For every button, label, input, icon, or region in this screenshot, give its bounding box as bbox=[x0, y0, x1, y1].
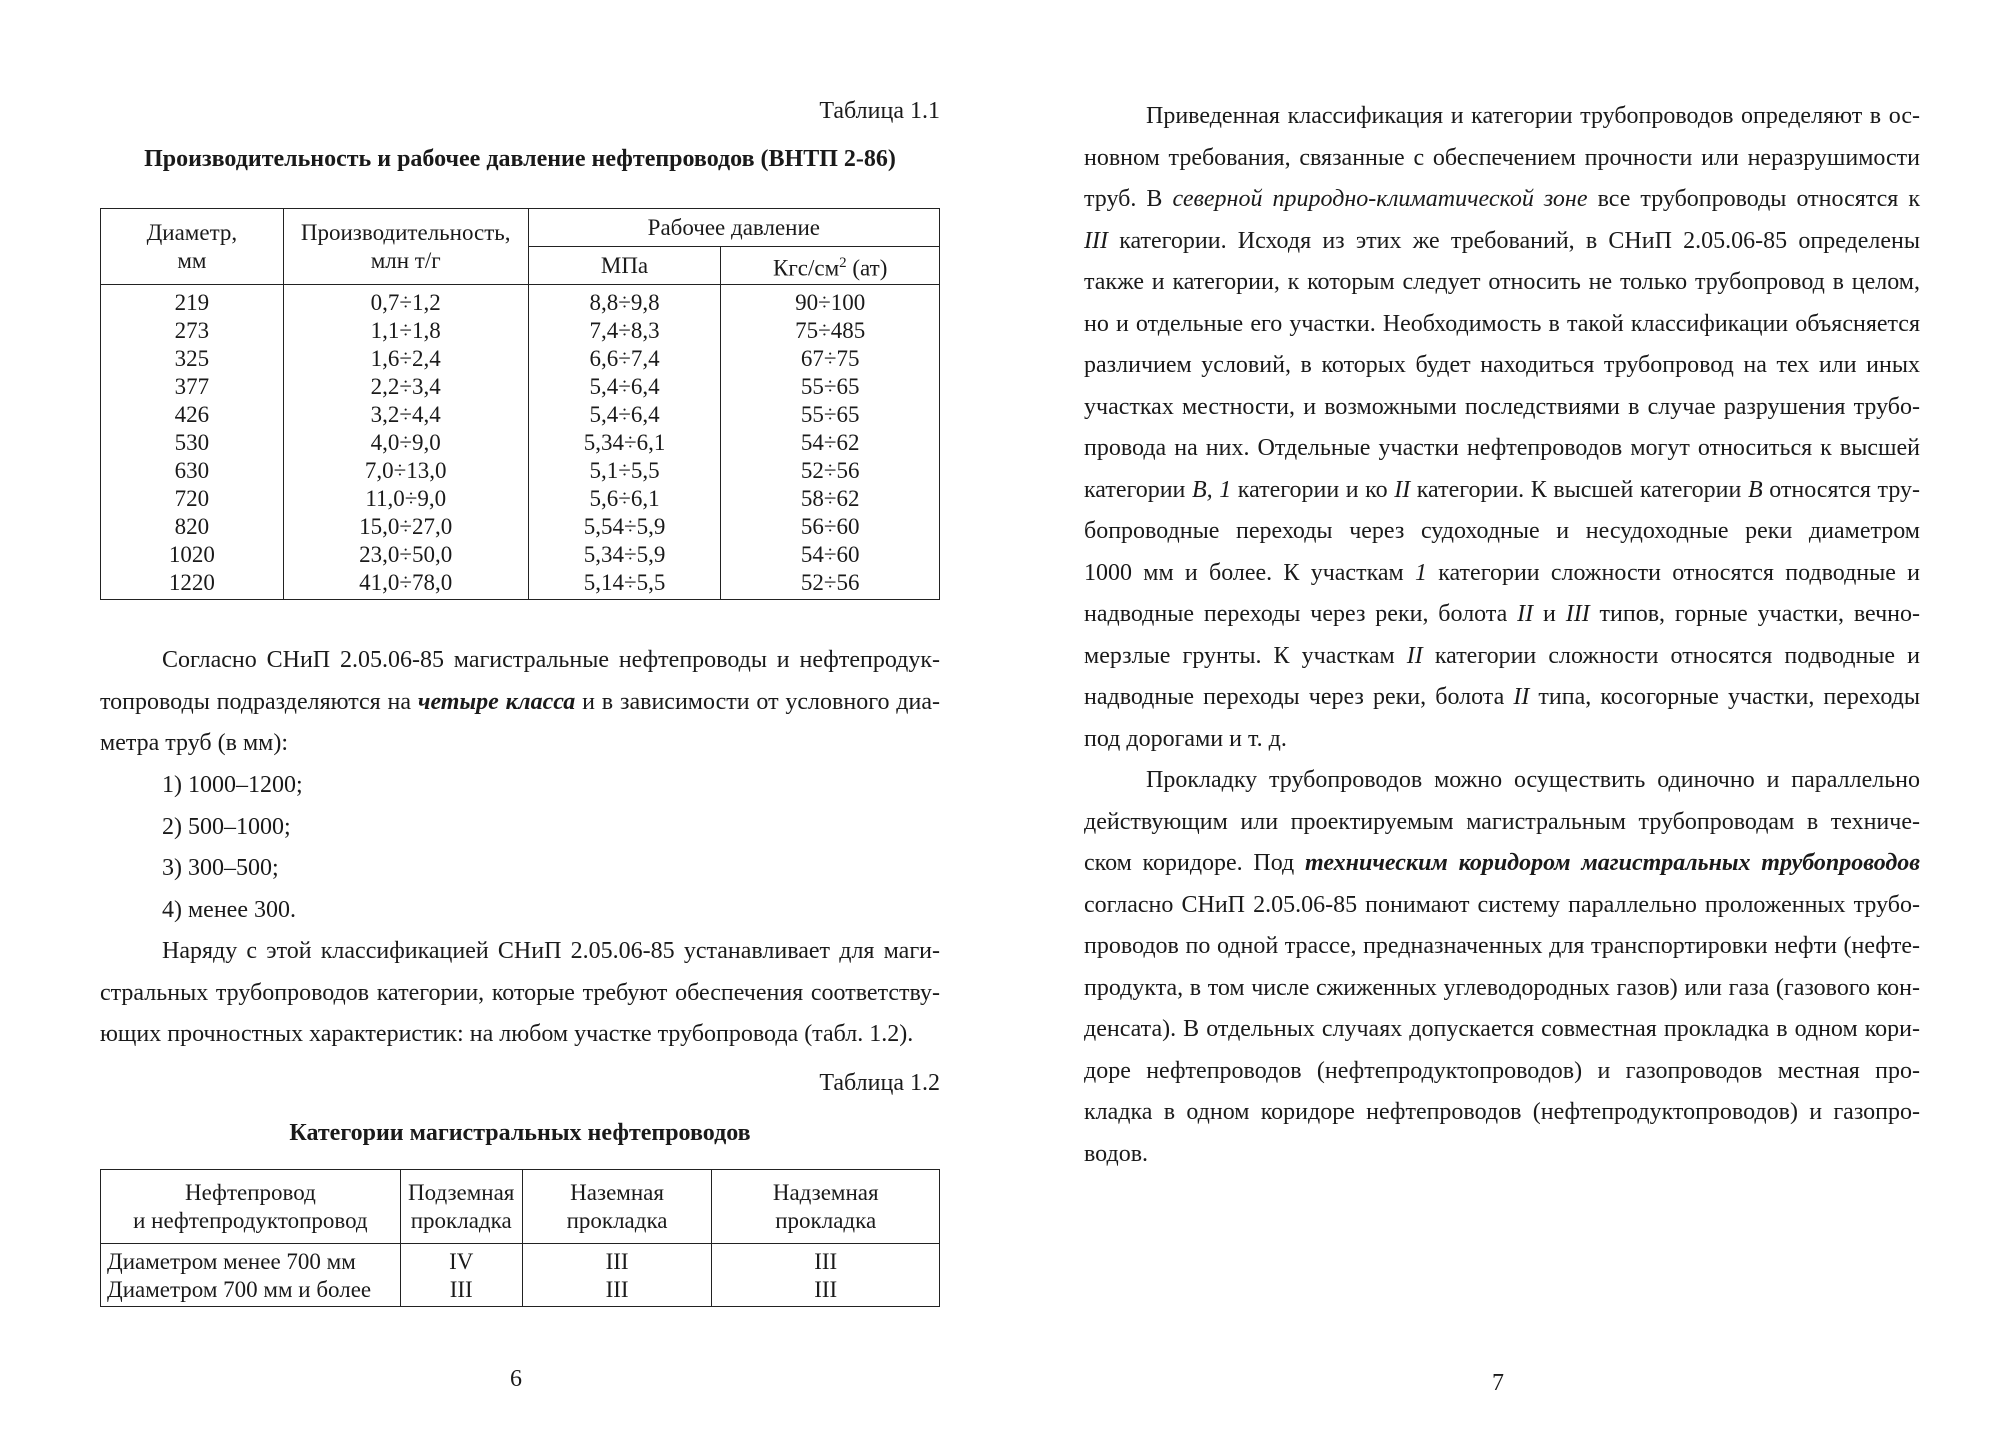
table1-row bbox=[101, 513, 940, 541]
table1-cell-q: 1,1÷1,8 bbox=[283, 317, 528, 345]
table2-cell-ground: III bbox=[522, 1244, 712, 1277]
table1-cell-d: 1020 bbox=[101, 541, 284, 569]
table2-header-underground: Подземная прокладка bbox=[400, 1170, 522, 1244]
right-paragraph-1: Приведенная классификация и категории трубопроводов определяют в ос- новном требования, связанные с обеспечением прочности или неразрушимости труб. В северной природно-климатической зоне все трубопроводы относятся к III категории. Исходя из этих же требований, в СНиП 2.05.06-85 определены также и категории, к которым следует относить не только трубопровод в целом, но и отдельные его участки. Необходимость в такой классификации объясняется различием условий, в которых будет находиться трубопровод на тех или иных участках местности, и возможными последствиями в случае разрушения трубо- провода на них. Отдельные участки нефтепроводов могут относиться к высшей категории В, 1 категории и ко II категории. К высшей категории В относятся тру- бопроводные переходы через судоходные и несудоходные реки диаметром 1000 мм и более. К участкам 1 категории сложности относятся подводные и надводные переходы через реки, болота II и III типов, горные участки, вечно- мерзлые грунты. К участкам II категории сложности относятся подводные и надводные переходы через реки, болота II типа, косогорные участки, переходы под дорогами и т. д. bbox=[1084, 103, 1921, 752]
table1-cell-k: 54÷60 bbox=[721, 541, 940, 569]
table2-header-pipeline: Нефтепровод и нефтепродуктопровод bbox=[101, 1170, 401, 1244]
table1-caption: Таблица 1.1 bbox=[819, 98, 940, 124]
table1-cell-d: 377 bbox=[101, 373, 284, 401]
table2-cell-above: III bbox=[712, 1244, 940, 1277]
table1-row bbox=[101, 485, 940, 513]
table1-cell-q: 4,0÷9,0 bbox=[283, 429, 528, 457]
table1-cell-k: 56÷60 bbox=[721, 513, 940, 541]
table1-row bbox=[101, 457, 940, 485]
table2-cell-under: IV bbox=[400, 1244, 522, 1277]
table1-cell-q: 7,0÷13,0 bbox=[283, 457, 528, 485]
list-item-3: 3) 300–500; bbox=[162, 855, 279, 881]
list-item-1: 1) 1000–1200; bbox=[162, 772, 303, 798]
table1-cell-k: 58÷62 bbox=[721, 485, 940, 513]
page-number-right: 7 bbox=[1492, 1370, 1504, 1396]
table1-header-diameter: Диаметр, мм bbox=[101, 209, 284, 285]
table2-title: Категории магистральных нефтепроводов bbox=[289, 1120, 751, 1146]
table1-cell-p: 5,34÷5,9 bbox=[528, 541, 721, 569]
table1-cell-p: 5,6÷6,1 bbox=[528, 485, 721, 513]
table1-title: Производительность и рабочее давление нефтепроводов (ВНТП 2-86) bbox=[144, 146, 896, 172]
table1-cell-q: 11,0÷9,0 bbox=[283, 485, 528, 513]
table1-row bbox=[101, 285, 940, 318]
right-page bbox=[1000, 0, 2000, 1454]
right-paragraph-2: Прокладку трубопроводов можно осуществить одиночно и параллельно действующим или проектируемым магистральным трубопроводам в техниче- ском коридоре. Под техническим коридором магистральных трубопроводов согласно СНиП 2.05.06-85 понимают систему параллельно проложенных трубо- проводов по одной трассе, предназначенных для транспортировки нефти (нефте- продукта, в том числе сжиженных углеводородных газов) или газа (газового кон- денсата). В отдельных случаях допускается совместная прокладка в одном кори- доре нефтепроводов (нефтепродуктопроводов) и газопроводов местная про- кладка в одном коридоре нефтепроводов (нефтепродуктопроводов) и газопро- водов. bbox=[1084, 767, 1920, 1167]
table1-cell-p: 5,1÷5,5 bbox=[528, 457, 721, 485]
table1-cell-p: 5,54÷5,9 bbox=[528, 513, 721, 541]
table2-row bbox=[101, 1276, 940, 1307]
table1-row bbox=[101, 429, 940, 457]
table1-header-kgs: Кгс/$см^2$ (ат) bbox=[721, 247, 940, 285]
table1-row bbox=[101, 569, 940, 600]
table1-cell-d: 325 bbox=[101, 345, 284, 373]
table1-cell-d: 426 bbox=[101, 401, 284, 429]
table1-cell-p: 8,8÷9,8 bbox=[528, 285, 721, 318]
table2-caption: Таблица 1.2 bbox=[819, 1070, 940, 1096]
table1-cell-q: 3,2÷4,4 bbox=[283, 401, 528, 429]
table1-header-mpa: МПа bbox=[528, 247, 721, 285]
table1-cell-k: 55÷65 bbox=[721, 373, 940, 401]
table1-cell-q: 41,0÷78,0 bbox=[283, 569, 528, 600]
table1-cell-k: 54÷62 bbox=[721, 429, 940, 457]
table1-cell-q: 0,7÷1,2 bbox=[283, 285, 528, 318]
page-number-left: 6 bbox=[510, 1366, 522, 1392]
table1-cell-q: 1,6÷2,4 bbox=[283, 345, 528, 373]
table1-cell-p: 5,4÷6,4 bbox=[528, 401, 721, 429]
table1-cell-p: 5,34÷6,1 bbox=[528, 429, 721, 457]
table1-cell-k: 52÷56 bbox=[721, 457, 940, 485]
table1-cell-k: 67÷75 bbox=[721, 345, 940, 373]
table2-cell-above: III bbox=[712, 1276, 940, 1307]
table1-row bbox=[101, 401, 940, 429]
table2 bbox=[100, 1169, 940, 1307]
table1-cell-k: 90÷100 bbox=[721, 285, 940, 318]
list-item-4: 4) менее 300. bbox=[162, 897, 296, 923]
table1-cell-d: 273 bbox=[101, 317, 284, 345]
table1-cell-k: 52÷56 bbox=[721, 569, 940, 600]
table2-header-above: Надземная прокладка bbox=[712, 1170, 940, 1244]
table1-cell-p: 7,4÷8,3 bbox=[528, 317, 721, 345]
left-paragraph-2: Наряду с этой классификацией СНиП 2.05.06-85 устанавливает для маги- стральных трубопроводов категории, которые требуют обеспечения соответству- ющих прочностных характеристик: на любом участке трубопровода (табл. 1.2). bbox=[100, 938, 940, 1047]
table1-cell-d: 630 bbox=[101, 457, 284, 485]
table2-cell-under: III bbox=[400, 1276, 522, 1307]
table1 bbox=[100, 208, 940, 600]
table1-cell-d: 219 bbox=[101, 285, 284, 318]
table1-cell-d: 1220 bbox=[101, 569, 284, 600]
table2-row bbox=[101, 1244, 940, 1277]
table1-cell-q: 23,0÷50,0 bbox=[283, 541, 528, 569]
table2-cell-name: Диаметром менее 700 мм bbox=[101, 1244, 401, 1277]
table1-cell-k: 55÷65 bbox=[721, 401, 940, 429]
table1-cell-q: 15,0÷27,0 bbox=[283, 513, 528, 541]
table1-cell-p: 5,4÷6,4 bbox=[528, 373, 721, 401]
left-paragraph-1: Согласно СНиП 2.05.06-85 магистральные нефтепроводы и нефтепродук- топроводы подразделяются на четыре класса и в зависимости от условного диа- метра труб (в мм): bbox=[100, 647, 940, 756]
table1-cell-p: 5,14÷5,5 bbox=[528, 569, 721, 600]
table1-cell-d: 530 bbox=[101, 429, 284, 457]
table2-cell-name: Диаметром 700 мм и более bbox=[101, 1276, 401, 1307]
table1-cell-q: 2,2÷3,4 bbox=[283, 373, 528, 401]
table2-cell-ground: III bbox=[522, 1276, 712, 1307]
table1-header-pressure: Рабочее давление bbox=[528, 209, 939, 247]
table1-row bbox=[101, 541, 940, 569]
table1-row bbox=[101, 345, 940, 373]
table1-cell-k: 75÷485 bbox=[721, 317, 940, 345]
table1-cell-p: 6,6÷7,4 bbox=[528, 345, 721, 373]
table1-cell-d: 720 bbox=[101, 485, 284, 513]
table1-header-capacity: Производительность, млн т/г bbox=[283, 209, 528, 285]
table1-cell-d: 820 bbox=[101, 513, 284, 541]
table1-row bbox=[101, 317, 940, 345]
list-item-2: 2) 500–1000; bbox=[162, 814, 291, 840]
table2-header-ground: Наземная прокладка bbox=[522, 1170, 712, 1244]
table1-row bbox=[101, 373, 940, 401]
